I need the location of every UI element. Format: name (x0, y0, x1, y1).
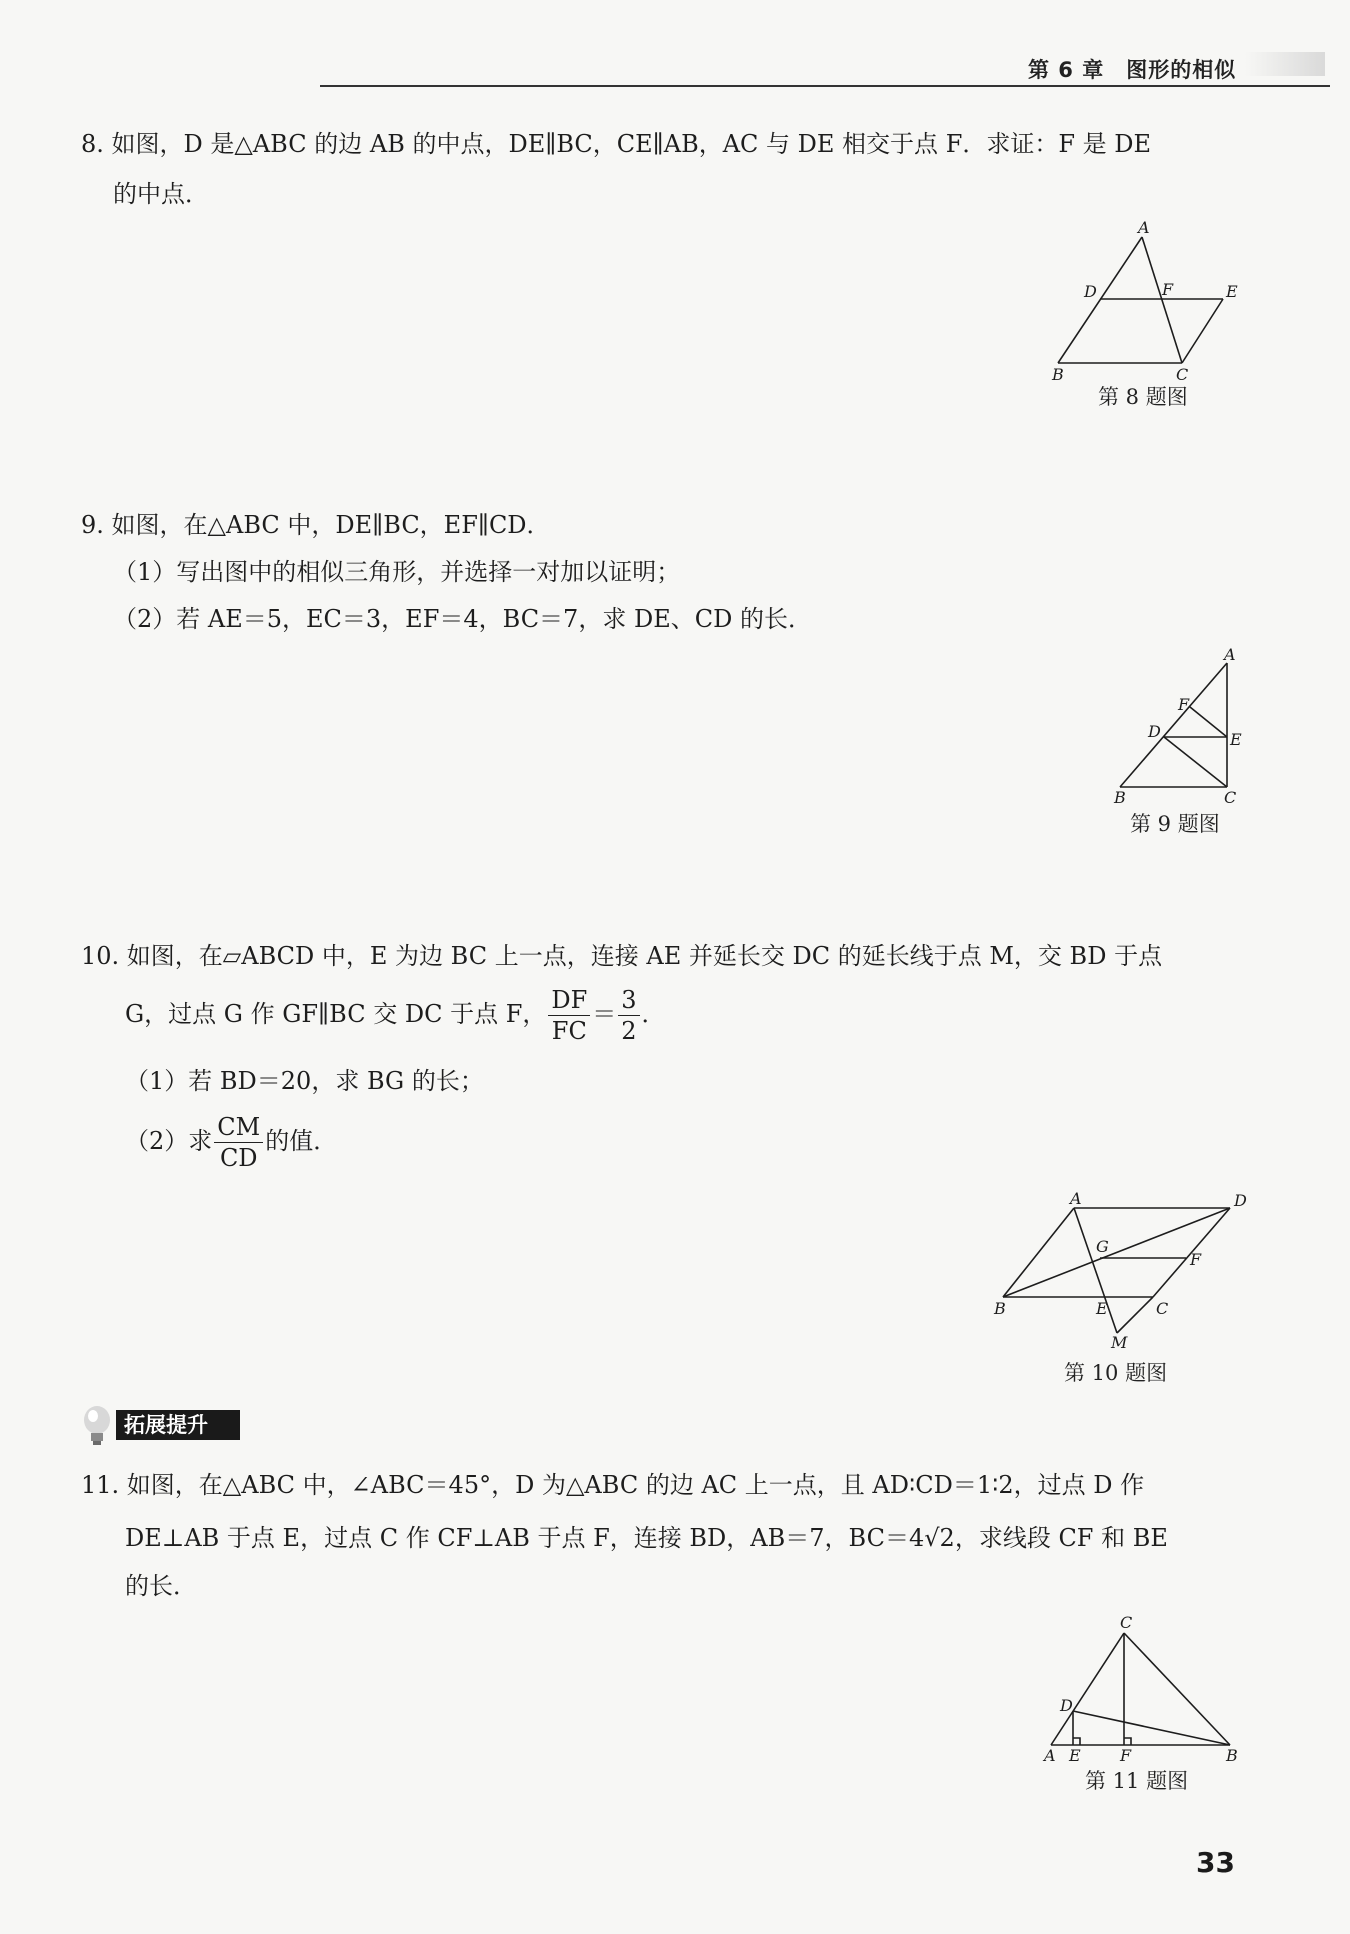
q10-caption: 第 10 题图 (1064, 1361, 1168, 1385)
q9-label-e: E (1230, 730, 1242, 749)
q8-text-line2: 的中点． (113, 180, 209, 208)
q10-label-e: E (1096, 1299, 1108, 1318)
q10-part1: （1）若 BD＝20，求 BG 的长； (125, 1067, 484, 1095)
q9-segment-cd (1164, 737, 1227, 787)
q10-figure (990, 1190, 1250, 1350)
lightbulb-icon (80, 1404, 114, 1448)
q10-frac1-numerator: DF (548, 988, 590, 1016)
header-rule (320, 85, 1330, 87)
q10-fraction-df-fc (548, 988, 590, 1043)
q8-side-ab (1058, 237, 1142, 363)
q10-line2-prefix: G，过点 G 作 GF∥BC 交 DC 于点 F， (125, 1000, 547, 1028)
q11-side-bc (1124, 1633, 1230, 1745)
q11-right-angle-e (1073, 1738, 1080, 1745)
q11-caption: 第 11 题图 (1085, 1769, 1189, 1793)
q10-frac1-denominator: FC (551, 1017, 587, 1045)
q10-part2-denominator: CD (219, 1144, 258, 1172)
q9-text-line1: 9. 如图，在△ABC 中，DE∥BC，EF∥CD． (81, 511, 551, 539)
q10-part2-prefix: （2）求 (125, 1127, 213, 1155)
q11-text-line2: DE⊥AB 于点 E，过点 C 作 CF⊥AB 于点 F，连接 BD，AB＝7，BC＝4√2，求线段 CF 和 BE (125, 1524, 1168, 1552)
q8-label-c: C (1176, 365, 1189, 380)
q10-label-d: D (1234, 1191, 1247, 1210)
q8-label-b: B (1052, 365, 1064, 380)
q11-label-d: D (1060, 1696, 1073, 1715)
q8-segment-ce (1182, 299, 1223, 363)
q11-text-line1: 11. 如图，在△ABC 中，∠ABC＝45°，D 为△ABC 的边 AC 上一点，且 AD∶CD＝1∶2，过点 D 作 (81, 1471, 1145, 1499)
q10-text-line1: 10. 如图，在▱ABCD 中，E 为边 BC 上一点，连接 AE 并延长交 DC 的延长线于点 M，交 BD 于点 (81, 942, 1163, 970)
q10-fraction-cm-cd (214, 1115, 263, 1170)
q9-part2: （2）若 AE＝5，EC＝3，EF＝4，BC＝7，求 DE、CD 的长． (113, 605, 812, 633)
q9-caption: 第 9 题图 (1130, 812, 1220, 836)
q8-caption: 第 8 题图 (1098, 385, 1188, 409)
q10-label-a: A (1070, 1190, 1082, 1208)
q11-text-line3: 的长． (125, 1572, 197, 1600)
q10-segment-cm (1117, 1297, 1153, 1333)
q10-text-line2 (125, 988, 666, 1043)
q11-label-e: E (1069, 1746, 1081, 1765)
q10-label-g: G (1096, 1237, 1109, 1256)
q10-frac2-denominator: 2 (621, 1017, 637, 1045)
q9-label-b: B (1114, 788, 1126, 805)
q10-fraction-3-2 (618, 988, 639, 1043)
q10-label-m: M (1111, 1333, 1128, 1350)
q10-line2-suffix: ． (641, 1000, 666, 1028)
q10-part2-numerator: CM (214, 1115, 263, 1143)
q8-text-line1: 8. 如图，D 是△ABC 的边 AB 的中点，DE∥BC，CE∥AB，AC 与 DE 相交于点 F．求证：F 是 DE (81, 130, 1152, 158)
q8-label-e: E (1226, 282, 1238, 301)
q9-label-d: D (1148, 722, 1161, 741)
q9-figure (1100, 645, 1260, 805)
q10-part2-suffix: 的值． (265, 1127, 338, 1155)
q9-part1: （1）写出图中的相似三角形，并选择一对加以证明； (113, 558, 681, 586)
q11-label-a: A (1044, 1746, 1056, 1765)
q8-label-f: F (1162, 280, 1174, 299)
q10-label-b: B (994, 1299, 1006, 1318)
section-title: 拓展提升 (116, 1410, 240, 1440)
page-number: 33 (1196, 1846, 1235, 1879)
q11-label-f: F (1120, 1746, 1132, 1765)
q9-label-a: A (1224, 645, 1236, 664)
q10-label-f: F (1190, 1250, 1202, 1269)
q8-figure (1040, 220, 1240, 380)
q11-segment-bd (1073, 1711, 1230, 1745)
q10-part2 (125, 1115, 337, 1170)
q11-label-b: B (1226, 1746, 1238, 1765)
q11-figure (1040, 1615, 1240, 1765)
q9-label-f: F (1178, 695, 1190, 714)
q8-label-a: A (1138, 220, 1150, 237)
q11-side-ac (1051, 1633, 1124, 1745)
q10-equals: ＝ (592, 1000, 617, 1028)
q11-label-c: C (1120, 1615, 1133, 1632)
q10-frac2-numerator: 3 (618, 988, 639, 1016)
q9-segment-ef (1190, 707, 1227, 737)
q9-label-c: C (1224, 788, 1237, 805)
q11-right-angle-f (1124, 1738, 1131, 1745)
q10-label-c: C (1156, 1299, 1169, 1318)
chapter-header: 第 6 章 图形的相似 (1028, 58, 1237, 82)
q8-side-ac (1142, 237, 1182, 363)
header-decoration (1245, 52, 1325, 76)
q8-label-d: D (1084, 282, 1097, 301)
